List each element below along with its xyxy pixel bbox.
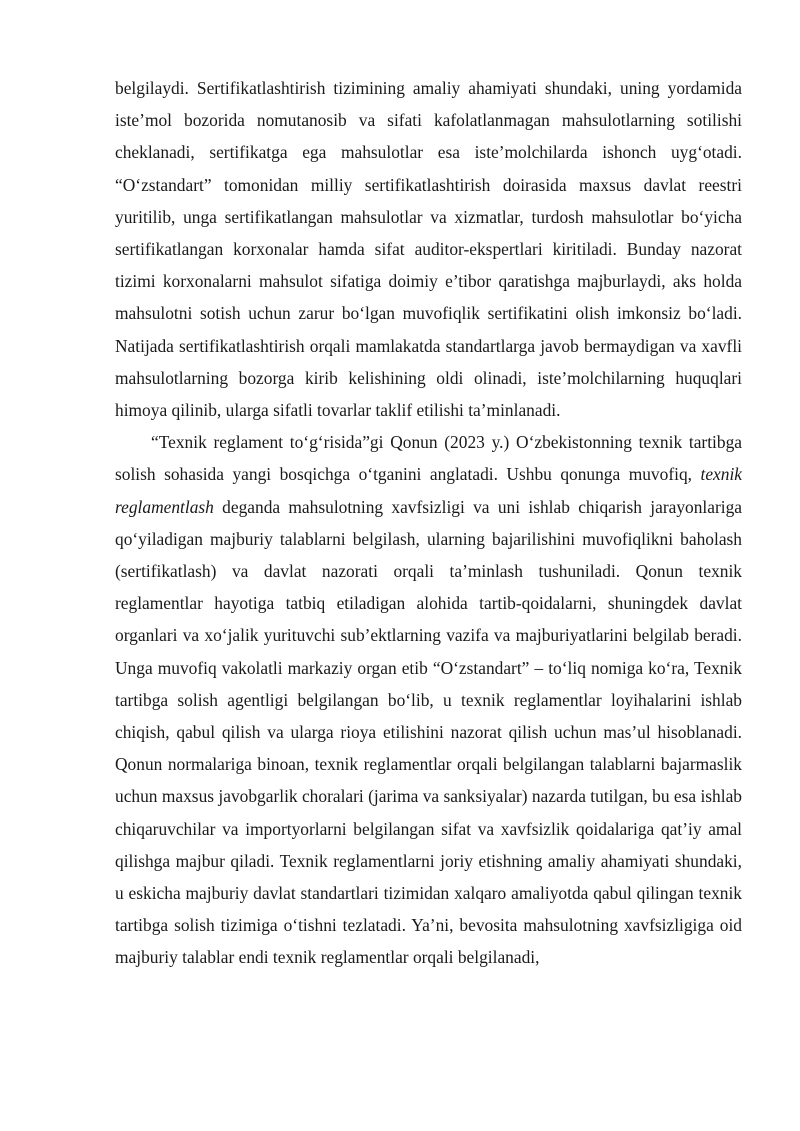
paragraph-continuation: belgilaydi. Sertifikatlashtirish tizimining amaliy ahamiyati shundaki, uning yordamida iste’mol bozorida nomutanosib va sifati kafolatlanmagan mahsulotlarning sotilishi cheklanadi, sertifikatga ega mahsulotlar esa iste’molchilarda ishonch uyg‘otadi. “O‘zstandart” tomonidan milliy sertifikatlashtirish doirasida maxsus davlat reestri yuritilib, unga sertifikatlangan mahsulotlar va xizmatlar, turdosh mahsulotlar bo‘yicha sertifikatlangan korxonalar hamda sifat auditor-ekspertlari kiritiladi. Bunday nazorat tizimi korxonalarni mahsulot sifatiga doimiy e’tibor qaratishga majburlaydi, aks holda mahsulotni sotish uchun zarur bo‘lgan muvofiqlik sertifikatini olish imkonsiz bo‘ladi. Natijada sertifikatlashtirish orqali mamlakatda standartlarga javob bermaydigan va xavfli mahsulotlarning bozorga kirib kelishining oldi olinadi, iste’molchilarning huquqlari himoya qilinib, ularga sifatli tovarlar taklif etilishi ta’minlanadi. [115,78,742,421]
document-page [115,72,742,974]
paragraph-text-start: “Texnik reglament to‘g‘risida”gi Qonun (2023 y.) O‘zbekistonning texnik tartibga solish sohasida yangi bosqichga o‘tganini anglatadi. Ushbu qonunga muvofiq, [115,432,742,485]
paragraph-text-end: deganda mahsulotning xavfsizligi va uni ishlab chiqarish jarayonlariga qo‘yiladigan majburiy talablarni belgilash, ularning bajarilishini muvofiqlikni baholash (sertifikatlash) va davlat nazorati orqali ta’minlash tushuniladi. Qonun texnik reglamentlar hayotiga tatbiq etiladigan alohida tartib-qoidalarni, shuningdek davlat organlari va xo‘jalik yurituvchi sub’ektlarning vazifa va majburiyatlarini belgilab beradi. Unga muvofiq vakolatli markaziy organ etib “O‘zstandart” – to‘liq nomiga ko‘ra, Texnik tartibga solish agentligi belgilangan bo‘lib, u texnik reglamentlar loyihalarini ishlab chiqish, qabul qilish va ularga rioya etilishini nazorat qilish uchun mas’ul hisoblanadi. Qonun normalariga binoan, texnik reglamentlar orqali belgilangan talablarni bajarmaslik uchun maxsus javobgarlik choralari (jarima va sanksiyalar) nazarda tutilgan, bu esa ishlab chiqaruvchilar va importyorlarni belgilangan sifat va xavfsizlik qoidalariga qat’iy amal qilishga majbur qiladi. Texnik reglamentlarni joriy etishning amaliy ahamiyati shundaki, u eskicha majburiy davlat standartlari tizimidan xalqaro amaliyotda qabul qilingan texnik tartibga solish tizimiga o‘tishni tezlatadi. Ya’ni, bevosita mahsulotning xavfsizligiga oid majburiy talablar endi texnik reglamentlar orqali belgilanadi, [115,496,742,968]
paragraph-technical-regulation [115,426,742,973]
italic-term: texnik reglamentlash [115,464,742,517]
